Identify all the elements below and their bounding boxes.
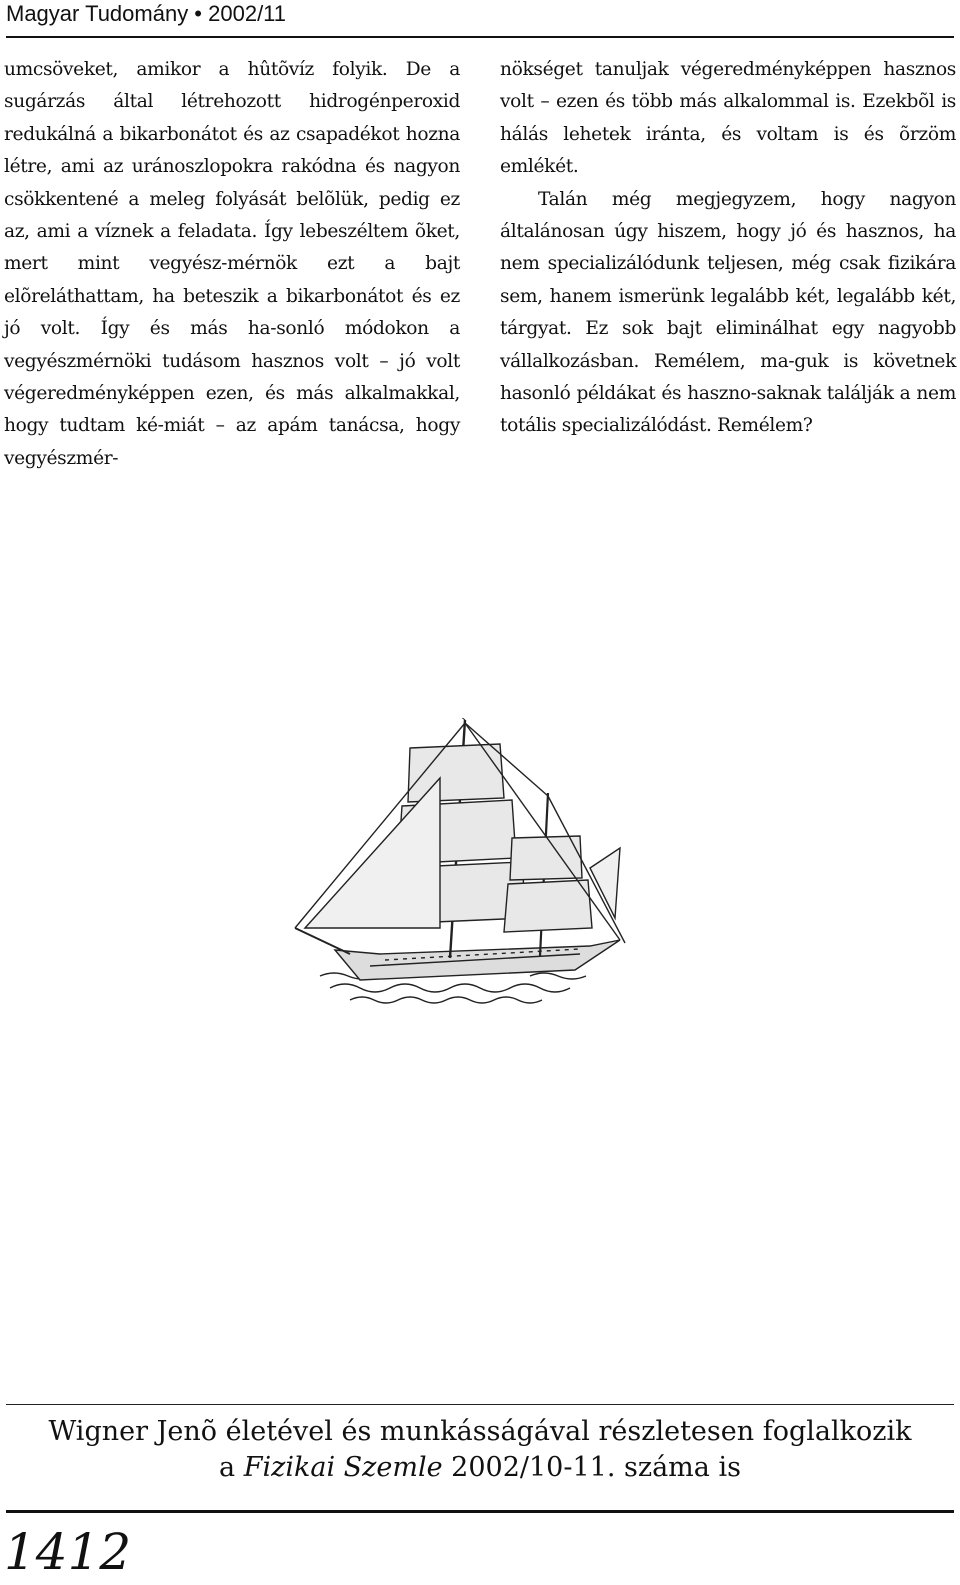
caption-rule (6, 1404, 954, 1405)
right-paragraph-1: nökséget tanuljak végeredményképpen hasznos volt – ezen és több más alkalommal is. Ezekbõl is hálás lehetek iránta, és voltam is és õrzöm emlékét. (500, 59, 956, 178)
caption (0, 1414, 960, 1486)
header-rule (6, 36, 954, 38)
right-paragraph-2: Talán még megjegyzem, hogy nagyon általánosan úgy hiszem, hogy jó és hasznos, ha nem specializálódunk teljesen, még csak fizikára sem, hanem ismerünk legalább két, legalább két, tárgyat. Ez sok bajt eliminálhat egy nagyobb vállalkozásban. Remélem, ma-guk is követnek hasonló példákat és haszno-saknak találják a nem totális specializálódást. Remélem? (500, 188, 956, 437)
right-column (500, 54, 956, 443)
caption-prefix: a (219, 1452, 236, 1483)
sailing-ship-icon (290, 718, 650, 1018)
running-head: Magyar Tudomány • 2002/11 (6, 1, 287, 26)
sailing-ship-illustration (290, 718, 650, 1018)
caption-line-2 (0, 1450, 960, 1486)
caption-suffix: 2002/10-11. száma is (451, 1452, 741, 1483)
footer-rule (6, 1510, 954, 1513)
left-column (4, 54, 460, 475)
caption-line-1: Wigner Jenõ életével és munkásságával részletesen foglalkozik (48, 1416, 912, 1447)
left-paragraph-1: umcsöveket, amikor a hûtõvíz folyik. De a sugárzás által létrehozott hidrogénperoxid redukálná a bikarbonátot és az csapadékot hozna létre, ami az uránoszlopokra rakódna és nagyon csökkentené a meleg folyását belõlük, pedig ez az, ami a víznek a feladata. Így lebeszéltem õket, mert mint vegyész-mérnök ezt a bajt elõreláthattam, ha beteszik a bikarbonátot és ez jó volt. Így és más ha-sonló módokon a vegyészmérnöki tudásom hasznos volt – jó volt végeredményképpen ezen, és más alkalmakkal, hogy tudtam ké-miát – az apám tanácsa, hogy vegyészmér- (4, 59, 460, 469)
caption-journal: Fizikai Szemle (243, 1452, 443, 1483)
page-number: 1412 (4, 1523, 132, 1581)
